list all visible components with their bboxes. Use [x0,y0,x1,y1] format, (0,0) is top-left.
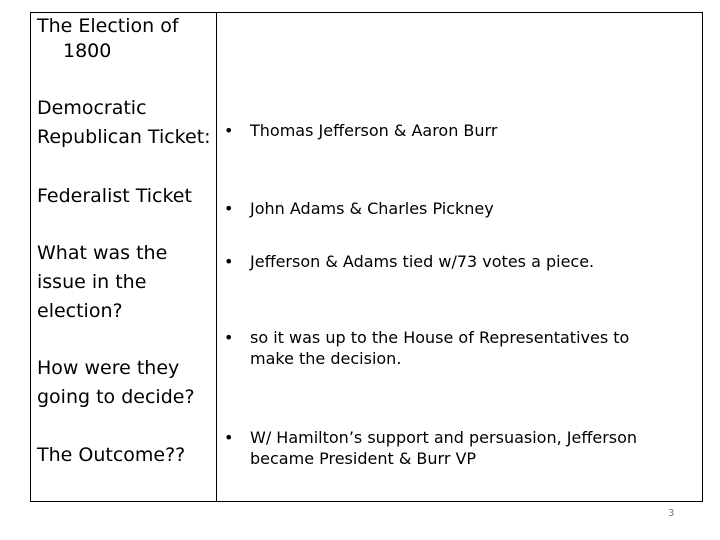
column-divider [216,12,217,502]
label-issue [37,239,167,326]
bullet-text-line: became President & Burr VP [250,449,477,468]
title-line-2: 1800 [63,40,112,62]
label-line: What was the [37,242,168,264]
label-line: going to decide? [37,386,195,408]
bullet-text-line: so it was up to the House of Representatives to [250,328,630,347]
bullet-icon: • [224,121,234,140]
bullet-text [250,427,637,469]
label-decide [37,354,195,412]
label-democratic-republican [37,94,211,152]
title-line-1: The Election of [37,15,179,37]
bullet-icon: • [224,252,234,271]
label-line: Democratic [37,97,147,119]
label-line: Republican Ticket: [37,126,211,148]
bullet-text: John Adams & Charles Pickney [250,199,494,218]
label-line: election? [37,300,123,322]
bullet-text-line: make the decision. [250,349,402,368]
label-line: Federalist Ticket [37,185,192,207]
bullet-icon: • [224,199,234,218]
page-number: 3 [668,508,675,519]
bullet-icon: • [224,428,234,447]
label-outcome [37,441,185,470]
slide-title [37,14,179,64]
bullet-text-line: W/ Hamilton’s support and persuasion, Jefferson [250,428,638,447]
label-line: The Outcome?? [37,444,186,466]
label-line: How were they [37,357,180,379]
bullet-text: Jefferson & Adams tied w/73 votes a piece. [250,252,595,271]
label-federalist [37,182,192,211]
label-line: issue in the [37,271,147,293]
bullet-text: Thomas Jefferson & Aaron Burr [250,121,498,140]
bullet-text [250,327,629,369]
bullet-icon: • [224,328,234,347]
